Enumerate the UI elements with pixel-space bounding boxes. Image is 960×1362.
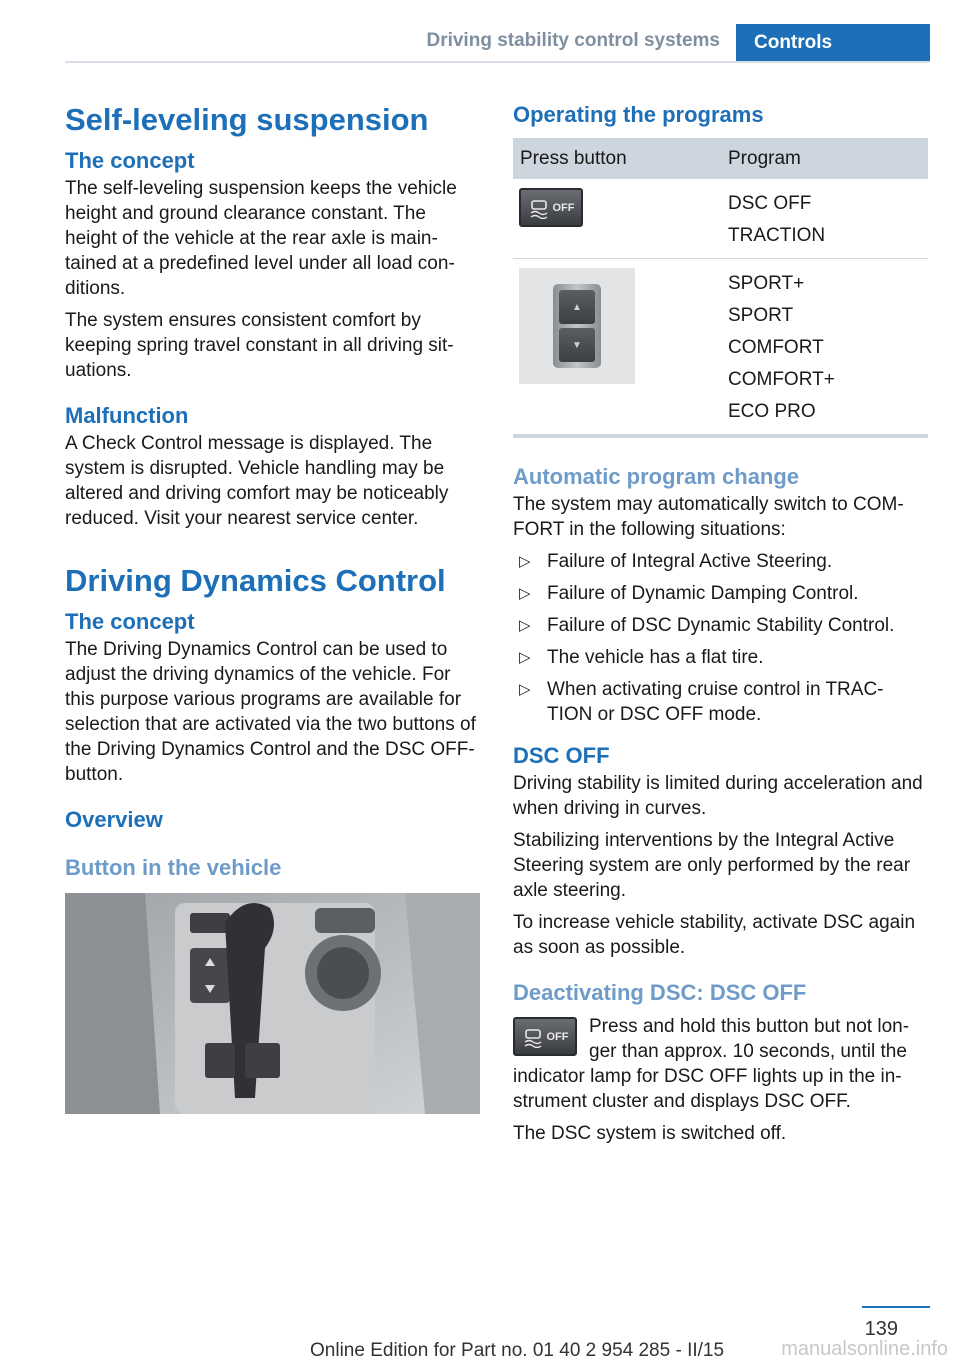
program-dsc-off: DSC OFF xyxy=(728,193,812,214)
heading-malfunction: Malfunction xyxy=(65,403,189,428)
list-item: ▷ The vehicle has a flat tire. xyxy=(519,647,764,668)
skidding-car-icon xyxy=(528,197,550,219)
program-comfort: COMFORT xyxy=(728,337,824,358)
table-row xyxy=(513,179,928,259)
header-chapter-tab: Controls xyxy=(736,24,930,63)
paragraph-concept-1a: The self-leveling suspension keeps the vehicle height and ground clearance constant. The height of the vehicle at the rear axle is main‐tained at a predefined level under all load con‐ditions. xyxy=(65,178,457,299)
dsc-off-button-image xyxy=(513,1017,577,1056)
skidding-car-icon xyxy=(522,1026,544,1048)
table-header-button: Press button xyxy=(520,147,627,169)
heading-automatic-change: Automatic program change xyxy=(513,464,800,489)
arrow-down-icon: ▼ xyxy=(559,328,595,362)
heading-concept-2: The concept xyxy=(65,609,195,634)
arrow-up-icon: ▲ xyxy=(559,290,595,324)
heading-overview: Overview xyxy=(65,807,163,832)
footer-edition: Online Edition for Part no. 01 40 2 954 285 - II/15 xyxy=(310,1340,725,1361)
table-header-program: Program xyxy=(728,147,801,169)
triangle-bullet-icon: ▷ xyxy=(519,553,531,570)
paragraph-automatic-change: The system may automatically switch to COM‐FORT in the following situations: xyxy=(513,494,904,540)
program-sport-plus: SPORT+ xyxy=(728,273,805,294)
list-item: ▷ Failure of Dynamic Damping Control. xyxy=(519,583,859,604)
off-label: OFF xyxy=(552,201,575,214)
paragraph-dsc-1: Driving stability is limited during acceleration and when driving in curves. xyxy=(513,773,923,819)
paragraph-deactivating: Press and hold this button but not lon‐ger than approx. 10 seconds, until the indicator lamp for DSC OFF lights up in the in‐strument cluster and displays DSC OFF. xyxy=(513,1016,910,1112)
right-column xyxy=(513,100,928,1153)
triangle-bullet-icon: ▷ xyxy=(519,649,531,666)
triangle-bullet-icon: ▷ xyxy=(519,617,531,634)
list-item: ▷ Failure of DSC Dynamic Stability Control. xyxy=(519,615,895,636)
heading-dsc-off: DSC OFF xyxy=(513,743,610,768)
off-label: OFF xyxy=(546,1030,569,1043)
footer-divider xyxy=(862,1306,930,1308)
paragraph-concept-2: The Driving Dynamics Control can be used to adjust the driving dynamics of the vehicle. For this purpose various programs are available for selection that are activated via the two buttons of the Driving Dynamics Control and the DSC OFF-button. xyxy=(65,639,476,785)
list-item: ▷ When activating cruise control in TRAC‐TION or DSC OFF mode. xyxy=(519,679,884,725)
dsc-off-button-image xyxy=(519,188,583,227)
rocker-switch-image xyxy=(519,268,635,384)
heading-button-in-vehicle: Button in the vehicle xyxy=(65,855,282,880)
watermark: manualsonline.info xyxy=(781,1338,948,1360)
list-item: ▷ Failure of Integral Active Steering. xyxy=(519,551,833,572)
header-divider xyxy=(65,61,930,63)
heading-deactivating-dsc: Deactivating DSC: DSC OFF xyxy=(513,980,807,1005)
paragraph-dsc-3: To increase vehicle stability, activate DSC again as soon as possible. xyxy=(513,912,916,958)
situations-list xyxy=(513,549,928,727)
triangle-bullet-icon: ▷ xyxy=(519,585,531,602)
program-comfort-plus: COMFORT+ xyxy=(728,369,835,390)
heading-operating-programs: Operating the programs xyxy=(513,102,764,127)
program-sport: SPORT xyxy=(728,305,794,326)
program-traction: TRACTION xyxy=(728,225,826,246)
center-console-illustration xyxy=(65,893,480,1114)
left-column xyxy=(65,100,478,1114)
table-header xyxy=(513,138,928,179)
heading-ddc: Driving Dynamics Control xyxy=(65,563,446,598)
heading-concept-1: The concept xyxy=(65,148,195,173)
page-number: 139 xyxy=(864,1318,898,1340)
paragraph-concept-1b: The system ensures consistent comfort by keeping spring travel constant in all driving sit‐uations. xyxy=(65,310,454,381)
paragraph-dsc-2: Stabilizing interventions by the Integral Active Steering system are only performed by the rear axle steering. xyxy=(513,830,911,901)
header-section-title: Driving stability control systems xyxy=(426,30,720,51)
triangle-bullet-icon: ▷ xyxy=(519,681,531,698)
paragraph-malfunction: A Check Control message is displayed. The system is disrupted. Vehicle handling may be altered and driving comfort may be noticeably reduced. Visit your nearest service center. xyxy=(65,433,449,529)
table-row xyxy=(513,259,928,438)
center-console-photo xyxy=(65,893,480,1114)
program-eco-pro: ECO PRO xyxy=(728,401,816,422)
paragraph-dsc-switched-off: The DSC system is switched off. xyxy=(513,1123,787,1144)
heading-self-leveling: Self-leveling suspension xyxy=(65,102,429,137)
programs-table xyxy=(513,138,928,438)
